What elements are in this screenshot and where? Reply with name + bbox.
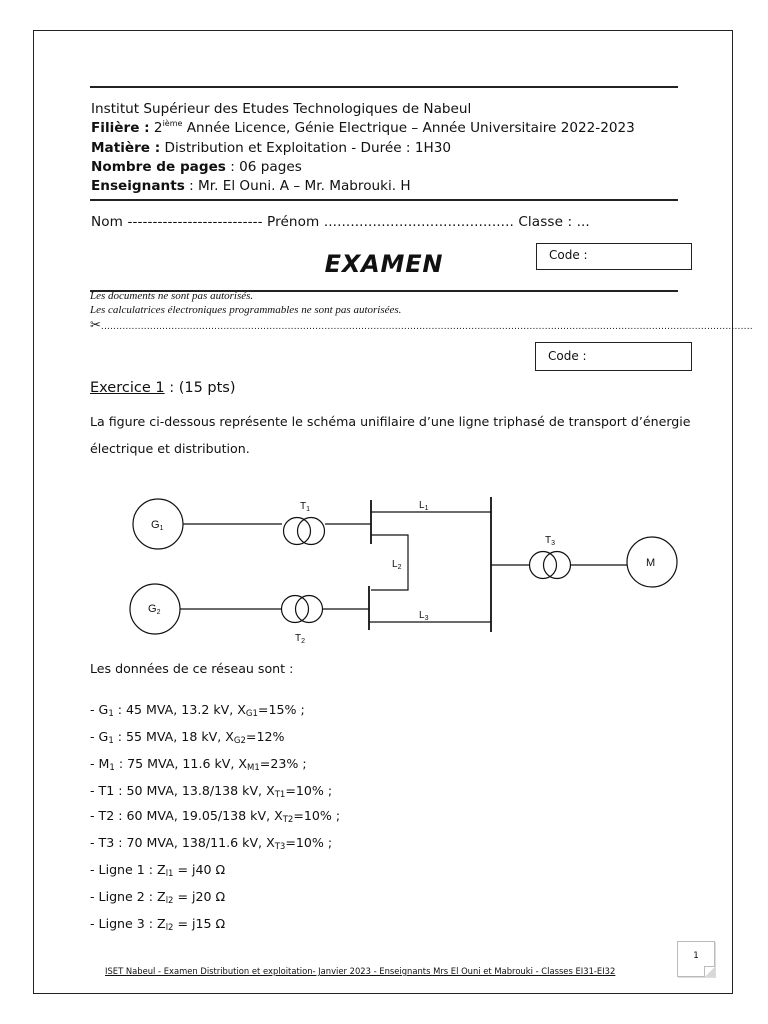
item-text: - Ligne 1 : Z <box>90 862 166 877</box>
enseignants-value: : Mr. El Ouni. A – Mr. Mabrouki. H <box>184 178 411 194</box>
page-number: 1 <box>693 951 699 961</box>
item-text: - T3 : 70 MVA, 138/11.6 kV, X <box>90 835 275 850</box>
l3-label: $L_3$ <box>419 610 429 622</box>
t2-label: $T_2$ <box>295 633 306 645</box>
page-number-box <box>677 941 715 977</box>
item-text: =12% <box>245 729 285 744</box>
item-subscript: l2 <box>165 923 174 933</box>
l1-label: $L_1$ <box>419 500 429 512</box>
exam-title: EXAMEN <box>324 250 444 278</box>
item-text: : 75 MVA, 11.6 kV, X <box>114 756 248 771</box>
item-subscript: G1 <box>245 709 258 719</box>
item-text: - T1 : 50 MVA, 13.8/138 kV, X <box>90 783 275 798</box>
item-subscript: T2 <box>282 815 294 825</box>
filiere-year-sup: ième <box>162 119 183 128</box>
list-item <box>90 862 225 877</box>
item-subscript: 1 <box>109 763 115 773</box>
l2-label: $L_2$ <box>392 559 402 571</box>
item-text: =10% ; <box>285 783 333 798</box>
list-item <box>90 756 307 771</box>
g1-label: G1 <box>151 519 164 532</box>
item-text: - G <box>90 702 109 717</box>
filiere-value: Année Licence, Génie Electrique – Année Universitaire 2022-2023 <box>182 120 635 136</box>
item-text: =10% ; <box>293 808 341 823</box>
matiere-value: Distribution et Exploitation - Durée : 1H30 <box>160 140 452 156</box>
exercise-intro-2: électrique et distribution. <box>90 441 250 456</box>
item-text: = j40 Ω <box>173 862 226 877</box>
page-footer: ISET Nabeul - Examen Distribution et exploitation- Janvier 2023 - Enseignants Mrs El Ouni et Mabrouki - Classes EI31-EI32 <box>105 966 616 976</box>
matiere-label: Matière : <box>91 140 161 156</box>
item-subscript: l2 <box>165 896 174 906</box>
t3-label: $T_3$ <box>545 535 556 547</box>
scissors-icon: ✂ <box>90 318 101 333</box>
item-subscript: l1 <box>165 869 174 879</box>
code-label: Code : <box>549 248 588 262</box>
item-text: : 45 MVA, 13.2 kV, X <box>113 702 246 717</box>
item-text: - G <box>90 729 109 744</box>
list-item <box>90 808 340 823</box>
item-text: = j20 Ω <box>173 889 226 904</box>
institute-name: Institut Supérieur des Etudes Technologiques de Nabeul <box>91 101 472 117</box>
enseignants-label: Enseignants <box>91 178 185 194</box>
item-subscript: T1 <box>274 790 286 800</box>
exercise-intro-1: La figure ci-dessous représente le schéma unifilaire d’une ligne triphasé de transport d’énergie <box>90 414 691 429</box>
g2-label: G2 <box>148 603 161 616</box>
data-intro: Les données de ce réseau sont : <box>90 661 294 676</box>
list-item <box>90 916 225 931</box>
item-text: - M <box>90 756 110 771</box>
item-text: - Ligne 2 : Z <box>90 889 166 904</box>
list-item <box>90 783 332 798</box>
filiere-label: Filière : <box>91 120 150 136</box>
note-calculators: Les calculatrices électroniques programmables ne sont pas autorisées. <box>90 304 402 316</box>
list-item <box>90 889 225 904</box>
note-documents: Les documents ne sont pas autorisés. <box>90 290 254 302</box>
item-subscript: M1 <box>247 763 260 773</box>
item-text: =10% ; <box>285 835 333 850</box>
item-text: - T2 : 60 MVA, 19.05/138 kV, X <box>90 808 283 823</box>
pages-label: Nombre de pages <box>91 159 226 175</box>
list-item <box>90 835 332 850</box>
item-subscript: G2 <box>233 736 246 746</box>
pages-value: : 06 pages <box>225 159 302 175</box>
item-text: - Ligne 3 : Z <box>90 916 166 931</box>
item-subscript: 1 <box>108 736 114 746</box>
item-subscript: T3 <box>274 842 286 852</box>
filiere-year: 2 <box>153 120 163 136</box>
item-text: =15% ; <box>257 702 305 717</box>
list-item <box>90 729 284 744</box>
item-text: : 55 MVA, 18 kV, X <box>113 729 234 744</box>
t1-label: $T_1$ <box>300 501 311 513</box>
item-subscript: 1 <box>108 709 114 719</box>
code-label: Code : <box>548 349 587 363</box>
item-text: =23% ; <box>259 756 307 771</box>
list-item <box>90 702 305 717</box>
item-text: = j15 Ω <box>173 916 226 931</box>
exercise-points: : (15 pts) <box>164 380 236 396</box>
line-l2 <box>371 535 408 590</box>
student-info-line: Nom --------------------------- Prénom ........................................... Classe : ... <box>91 214 590 230</box>
cut-dots: ..................................................................................................................................................................................................................... <box>100 322 753 332</box>
motor-label: M <box>646 557 656 569</box>
exercise-title: Exercice 1 <box>90 380 165 396</box>
